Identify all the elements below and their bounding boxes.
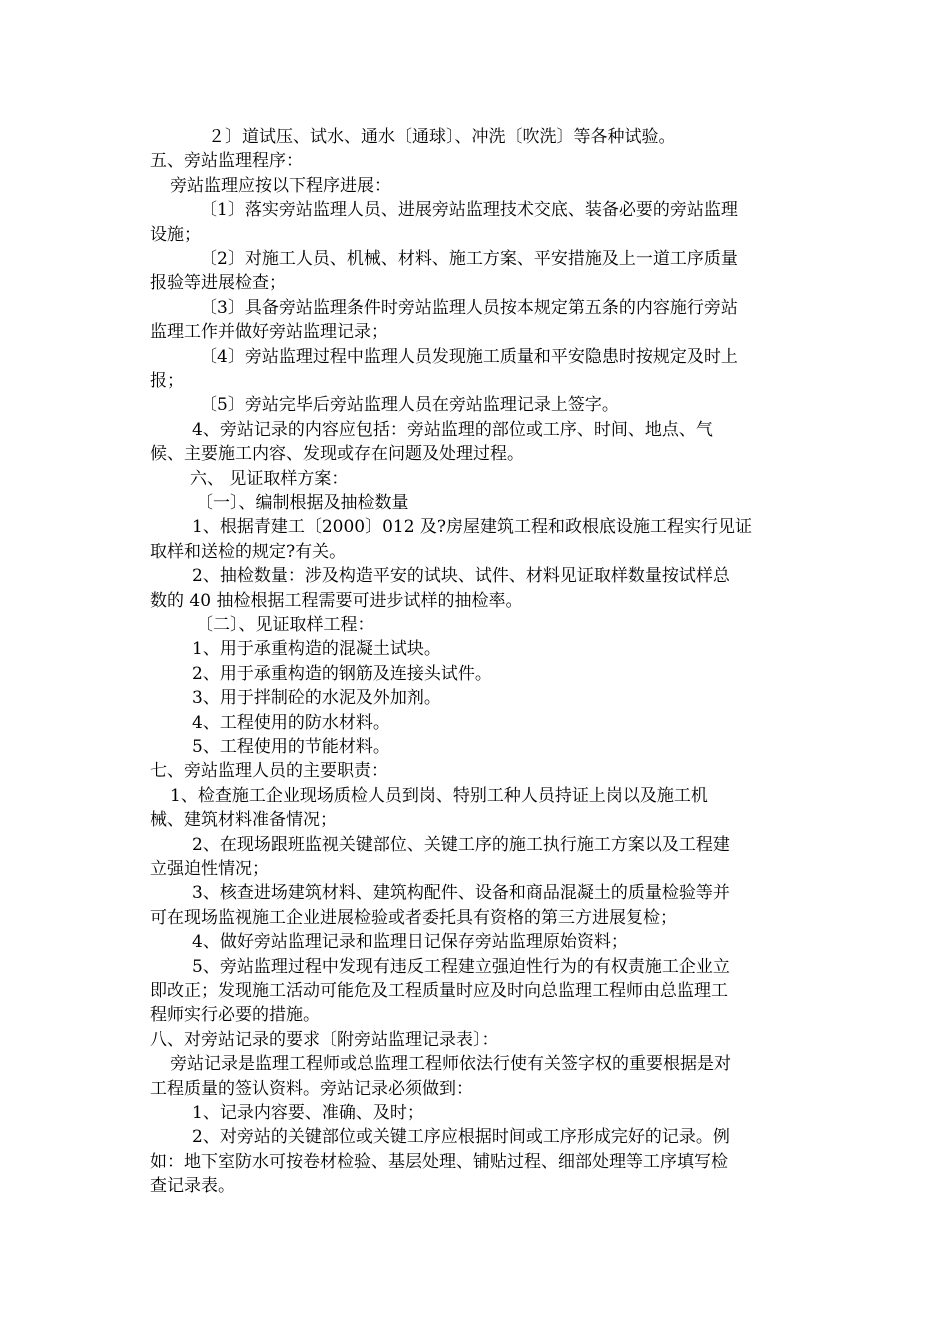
text-line: 械、建筑材料准备情况； [150,810,337,831]
text-line: ２〕道试压、试水、通水〔通球〕、冲洗〔吹洗〕等各种试验。 [208,127,676,147]
text-line: 〔1〕落实旁站监理人员、进展旁站监理技术交底、装备必要的旁站监理 [200,200,738,221]
text-line: 取样和送检的规定?有关。 [150,541,347,562]
text-line: 5、旁站监理过程中发现有违反工程建立强迫性行为的有权责施工企业立 [192,956,730,977]
text-line: 监理工作并做好旁站监理记录； [150,322,388,343]
text-line: 〔5〕旁站完毕后旁站监理人员在旁站监理记录上签字。 [200,395,619,416]
text-line: 3、用于拌制砼的水泥及外加剂。 [192,688,441,709]
text-line: 数的 40 抽检根据工程需要可进步试样的抽检率。 [150,590,523,611]
text-line: 候、主要施工内容、发现或存在问题及处理过程。 [150,444,524,465]
text-line: 如：地下室防水可按卷材检验、基层处理、铺贴过程、细部处理等工序填写检 [150,1151,728,1172]
text-line: 1、用于承重构造的混凝土试块。 [192,639,441,660]
text-line: 2、抽检数量：涉及构造平安的试块、试件、材料见证取样数量按试样总 [192,566,730,587]
text-line: 1、根据青建工〔2000〕012 及?房屋建筑工程和政根底设施工程实行见证 [192,517,753,538]
text-line: 查记录表。 [150,1176,235,1197]
text-line: 2、对旁站的关键部位或关键工序应根据时间或工序形成完好的记录。例 [192,1127,730,1148]
text-line: 报验等进展检查； [150,273,286,294]
text-line: 〔3〕具备旁站监理条件时旁站监理人员按本规定第五条的内容施行旁站 [200,297,738,318]
text-line: 报； [150,371,184,391]
text-line: 1、记录内容要、准确、及时； [192,1103,424,1123]
text-line: 旁站记录是监理工程师或总监理工程师依法行使有关签字权的重要根据是对 [170,1054,731,1075]
text-line: 4、工程使用的防水材料。 [192,712,390,733]
text-line: 〔4〕旁站监理过程中监理人员发现施工质量和平安隐患时按规定及时上 [200,346,738,367]
text-line: 2、用于承重构造的钢筋及连接头试件。 [192,663,492,684]
text-line: 〔2〕对施工人员、机械、材料、施工方案、平安措施及上一道工序质量 [200,249,738,269]
text-line: 4、做好旁站监理记录和监理日记保存旁站监理原始资料； [192,932,628,953]
text-line: 可在现场监视施工企业进展检验或者委托具有资格的第三方进展复检； [150,907,677,928]
text-line: 工程质量的签认资料。旁站记录必须做到： [150,1078,473,1099]
text-line: 程师实行必要的措施。 [150,1005,320,1026]
text-line: 5、工程使用的节能材料。 [192,737,390,757]
text-line: 1、检查施工企业现场质检人员到岗、特别工种人员持证上岗以及施工机 [170,785,708,806]
text-line: 〔二〕、见证取样工程： [196,615,375,635]
text-line: 八、对旁站记录的要求〔附旁站监理记录表〕： [150,1029,499,1050]
text-line: 〔一〕、编制根据及抽检数量 [196,493,409,513]
text-line: 即改正；发现施工活动可能危及工程质量时应及时向总监理工程师由总监理工 [150,981,728,1001]
text-line: 旁站监理应按以下程序进展： [170,175,391,196]
text-line: 3、核查进场建筑材料、建筑构配件、设备和商品混凝土的质量检验等并 [192,883,730,904]
text-line: 4、旁站记录的内容应包括：旁站监理的部位或工序、时间、地点、气 [192,419,713,440]
text-line: 立强迫性情况； [150,859,269,879]
text-line: 七、旁站监理人员的主要职责： [150,761,388,782]
text-line: 六、 见证取样方案： [190,468,349,489]
text-line: 五、旁站监理程序： [150,151,303,172]
text-line: 2、在现场跟班监视关键部位、关键工序的施工执行施工方案以及工程建 [192,834,730,855]
text-line: 设施； [150,224,201,245]
